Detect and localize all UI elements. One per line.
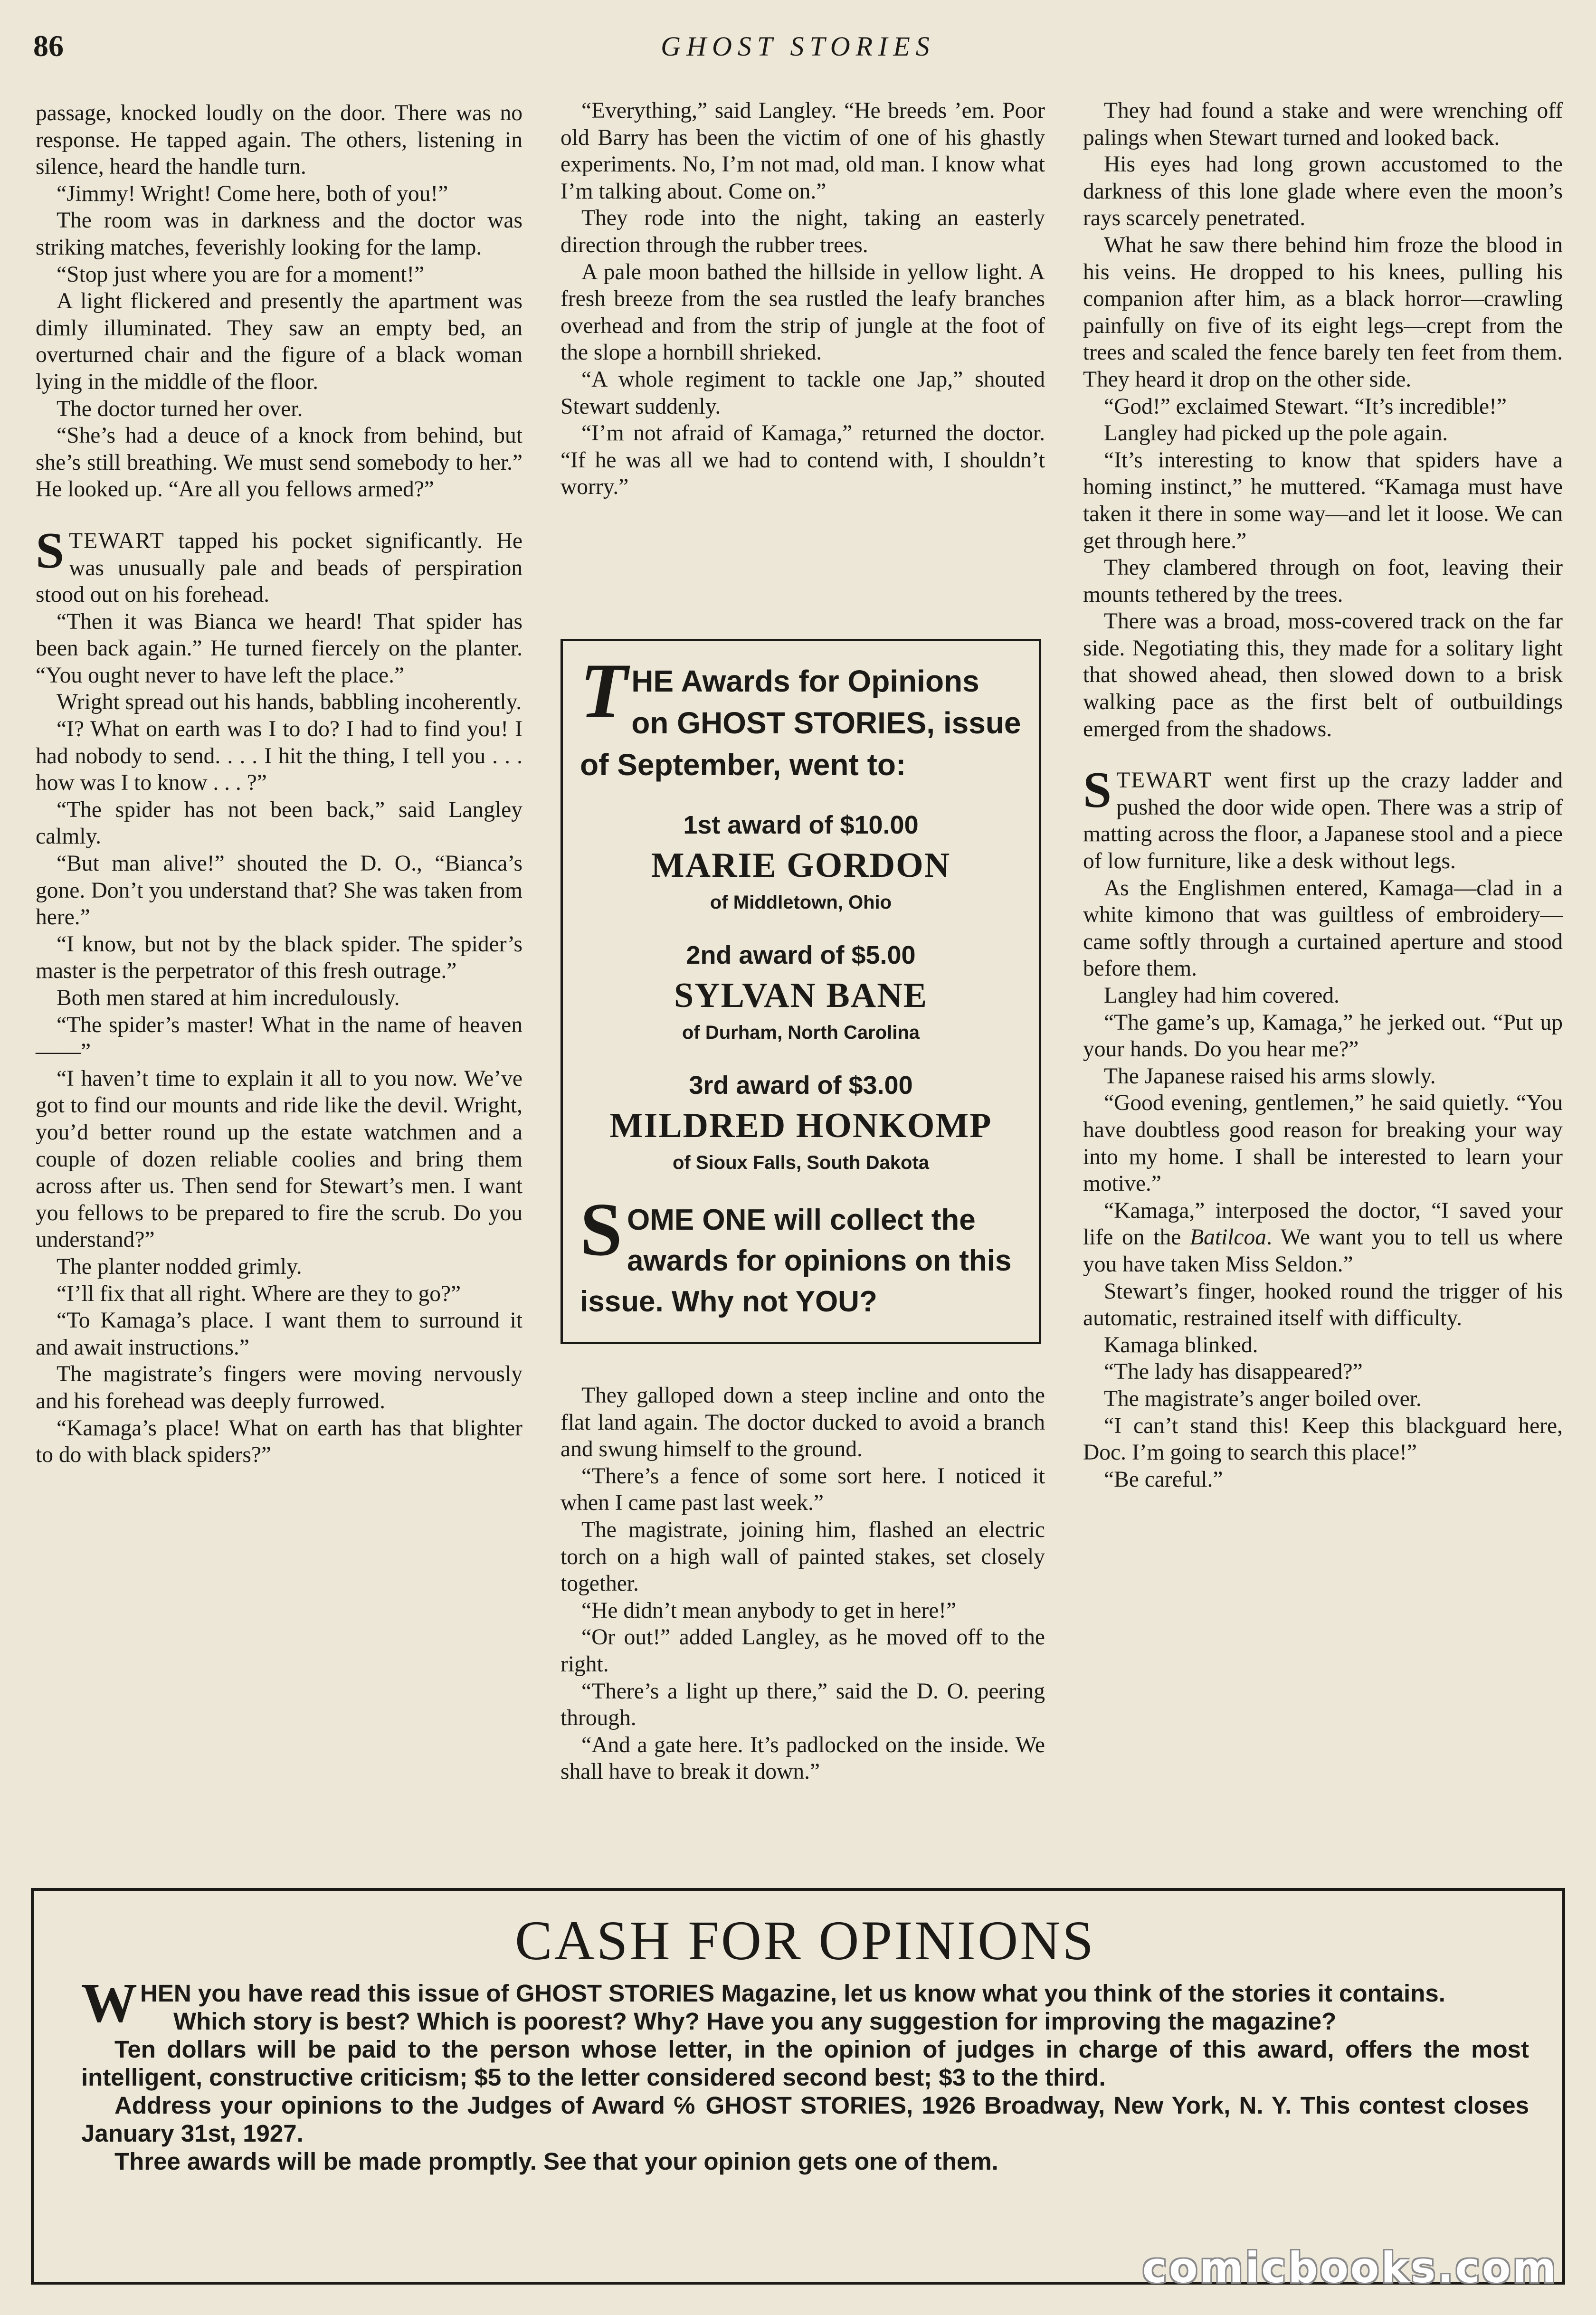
paragraph: “The lady has disappeared?” <box>1104 1359 1363 1385</box>
paragraph: Wright spread out his hands, babbling incoherently. <box>57 690 522 715</box>
paragraph: Kamaga blinked. <box>1104 1332 1258 1357</box>
awards-footer-text: OME ONE will collect the awards for opinions on this issue. Why not YOU? <box>580 1204 1012 1318</box>
paragraph: “And a gate here. It’s padlocked on the inside. We shall have to break it down.” <box>560 1732 1045 1784</box>
paragraph: “I can’t stand this! Keep this blackguard here, Doc. I’m going to search this place!” <box>1083 1413 1563 1465</box>
award-winner-place: of Sioux Falls, South Dakota <box>672 1152 930 1173</box>
award-label: 1st award of $10.00 <box>683 811 919 839</box>
paragraph: His eyes had long grown accustomed to the darkness of this lone glade where even the moon’s rays scarcely penetrated. <box>1083 152 1563 231</box>
paragraph: “A whole regiment to tackle one Jap,” shouted Stewart suddenly. <box>560 367 1045 419</box>
paragraph: “But man alive!” shouted the D. O., “Bianca’s gone. Don’t you understand that? She was taken from here.” <box>36 851 522 930</box>
paragraph: “She’s had a deuce of a knock from behind, but she’s still breathing. We must send somebody to her.” He looked up. “Are all you fellows armed?” <box>36 423 522 502</box>
paragraph: The magistrate’s fingers were moving nervously and his forehead was deeply furrowed. <box>36 1362 522 1414</box>
paragraph: “There’s a light up there,” said the D. O. peering through. <box>560 1679 1045 1731</box>
paragraph: Langley had picked up the pole again. <box>1104 421 1448 446</box>
cash-paragraph-text: HEN you have read this issue of GHOST STORIES Magazine, let us know what you think of the stories it contains. <box>140 1980 1445 2007</box>
paragraph: The Japanese raised his arms slowly. <box>1104 1063 1436 1089</box>
award-entry <box>580 1069 1022 1176</box>
text-column-2-bottom <box>560 1382 1045 1785</box>
paragraph: The planter nodded grimly. <box>57 1254 302 1279</box>
page-number: 86 <box>33 29 64 63</box>
paragraph: “He didn’t mean anybody to get in here!” <box>581 1598 957 1623</box>
ship-name: Batilcoa <box>1190 1225 1267 1250</box>
cash-paragraph: Ten dollars will be paid to the person whose letter, in the opinion of judges in charge of this award, offers the most intelligent, constructive criticism; $5 to the letter considered second best; $3 to the third. <box>81 2036 1529 2091</box>
paragraph: “Everything,” said Langley. “He breeds ’em. Poor old Barry has been the victim of one of his ghastly experiments. No, I’m not mad, old man. I know what I’m talking about. Come on.” <box>560 98 1045 204</box>
paragraph-text: “Kamaga,” interposed the doctor, “I saved your life on the <box>1083 1198 1563 1250</box>
award-entry <box>580 808 1022 916</box>
award-label: 3rd award of $3.00 <box>689 1071 913 1100</box>
paragraph: They had found a stake and were wrenching off palings when Stewart turned and looked back. <box>1083 98 1563 150</box>
paragraph: “There’s a fence of some sort here. I noticed it when I came past last week.” <box>560 1463 1045 1516</box>
paragraph: Both men stared at him incredulously. <box>57 986 400 1010</box>
page-header <box>33 28 1563 66</box>
paragraph: The magistrate, joining him, flashed an electric torch on a high wall of painted stakes, set closely together. <box>560 1517 1045 1596</box>
paragraph: “It’s interesting to know that spiders have a homing instinct,” he muttered. “Kamaga must have taken it there in some way—and let it loose. We can get through here.” <box>1083 447 1563 553</box>
award-winner-name: MARIE GORDON <box>651 846 951 885</box>
paragraph: “Stop just where you are for a moment!” <box>57 262 425 287</box>
paragraph: “Jimmy! Wright! Come here, both of you!” <box>57 181 448 206</box>
cash-paragraph: Address your opinions to the Judges of Award ℅ GHOST STORIES, 1926 Broadway, New York, N. Y. This contest closes January 31st, 1927. <box>81 2092 1529 2147</box>
paragraph: “I? What on earth was I to do? I had to find you! I had nobody to send. . . . I hit the thing, I tell you . . . how was I to know . . . ?” <box>36 717 522 796</box>
award-winner-place: of Durham, North Carolina <box>682 1022 920 1043</box>
section-paragraph <box>36 522 522 608</box>
paragraph: As the Englishmen entered, Kamaga—clad in a white kimono that was guiltless of embroidery—came softly through a curtained aperture and stood before them. <box>1083 875 1563 981</box>
paragraph: A pale moon bathed the hillside in yellow light. A fresh breeze from the sea rustled the leafy branches overhead and from the strip of jungle at the foot of the slope a hornbill shrieked. <box>560 259 1045 365</box>
paragraph-text: tapped his pocket significantly. He was unusually pale and beads of perspiration stood out on his forehead. <box>36 528 522 607</box>
small-caps-word: TEWART <box>1116 768 1212 793</box>
drop-cap: S <box>1083 762 1112 819</box>
cash-for-opinions-box <box>31 1888 1565 2285</box>
awards-announcement-box <box>560 639 1041 1344</box>
cash-for-opinions-title: CASH FOR OPINIONS <box>514 1909 1095 1972</box>
paragraph: “The spider’s master! What in the name of heaven——” <box>36 1012 522 1064</box>
paragraph: What he saw there behind him froze the blood in his veins. He dropped to his knees, pulling his companion after him, as a black horror—crawling painfully on five of its eight legs—crept from the trees and scaled the fence barely ten feet from them. They heard it drop on the other side. <box>1083 232 1563 392</box>
paragraph: “I know, but not by the black spider. The spider’s master is the perpetrator of this fresh outrage.” <box>36 931 522 984</box>
paragraph: They clambered through on foot, leaving their mounts tethered by the trees. <box>1083 555 1563 607</box>
cash-paragraph: Three awards will be made promptly. See that your opinion gets one of them. <box>114 2148 998 2175</box>
award-winner-name: MILDRED HONKOMP <box>609 1106 992 1145</box>
drop-cap: S <box>36 522 65 579</box>
paragraph: “Then it was Bianca we heard! That spider has been back again.” He turned fiercely on the planter. “You ought never to have left the place.” <box>36 609 522 688</box>
running-head: GHOST STORIES <box>661 31 935 62</box>
paragraph: They rode into the night, taking an easterly direction through the rubber trees. <box>560 206 1045 257</box>
watermark-logo: comicbooks.com <box>1142 2243 1558 2292</box>
drop-cap: T <box>580 648 628 734</box>
paragraph: Langley had him covered. <box>1104 983 1340 1008</box>
paragraph: “Be careful.” <box>1104 1467 1223 1492</box>
section-paragraph <box>1083 762 1563 874</box>
paragraph <box>1083 1197 1563 1278</box>
award-winner-place: of Middletown, Ohio <box>710 892 892 913</box>
paragraph: “Or out!” added Langley, as he moved off to the right. <box>560 1625 1045 1677</box>
paragraph: Stewart’s finger, hooked round the trigger of his automatic, restrained itself with difficulty. <box>1083 1279 1563 1331</box>
paragraph: The room was in darkness and the doctor was striking matches, feverishly looking for the lamp. <box>36 208 522 260</box>
cash-paragraph: Which story is best? Which is poorest? Why? Have you any suggestion for improving the magazine? <box>173 2008 1337 2035</box>
paragraph: They galloped down a steep incline and onto the flat land again. The doctor ducked to avoid a branch and swung himself to the ground. <box>560 1383 1045 1462</box>
paragraph: There was a broad, moss-covered track on the far side. Negotiating this, they made for a solitary light that showed ahead, then slowed down to a brisk walking pace as the first belt of outbuildings emerged from the shadows. <box>1083 609 1563 741</box>
paragraph: The magistrate’s anger boiled over. <box>1104 1386 1422 1411</box>
paragraph: “Good evening, gentlemen,” he said quietly. “You have doubtless good reason for breaking your way into my home. I shall be interested to learn your motive.” <box>1083 1091 1563 1196</box>
awards-footer <box>580 1187 1022 1322</box>
paragraph: “To Kamaga’s place. I want them to surround it and await instructions.” <box>36 1308 522 1360</box>
text-column-2-top <box>560 97 1045 501</box>
award-label: 2nd award of $5.00 <box>686 941 916 969</box>
awards-heading-text: HE Awards for Opinions on GHOST STORIES, issue of September, went to: <box>580 664 1021 782</box>
drop-cap: W <box>81 1972 137 2034</box>
small-caps-word: TEWART <box>69 528 165 553</box>
paragraph: The doctor turned her over. <box>57 396 303 421</box>
paragraph: A light flickered and presently the apartment was dimly illuminated. They saw an empty bed, an overturned chair and the figure of a black woman lying in the middle of the floor. <box>36 289 522 394</box>
paragraph: “I’m not afraid of Kamaga,” returned the doctor. “If he was all we had to contend with, I shouldn’t worry.” <box>560 421 1045 500</box>
award-entry <box>580 939 1022 1046</box>
paragraph: “The game’s up, Kamaga,” he jerked out. “Put up your hands. Do you hear me?” <box>1083 1010 1563 1062</box>
paragraph: “Kamaga’s place! What on earth has that blighter to do with black spiders?” <box>36 1415 522 1468</box>
paragraph-text: went first up the crazy ladder and pushed the door wide open. There was a strip of matting across the floor, a Japanese stool and a piece of low furniture, like a desk without legs. <box>1083 768 1563 874</box>
awards-heading <box>580 648 1022 786</box>
text-column-1 <box>36 100 522 1469</box>
paragraph: “I haven’t time to explain it all to you now. We’ve got to find our mounts and ride like the devil. Wright, you’d better round up the estate watchmen and a couple of dozen reliable coolies and bring them across after us. Then send for Stewart’s men. I want you fellows to be prepared to fire the scrub. Do you understand?” <box>36 1066 522 1252</box>
text-column-3 <box>1083 97 1563 1493</box>
paragraph: “I’ll fix that all right. Where are they to go?” <box>57 1281 461 1306</box>
paragraph-text: . We want you to tell us where you have taken Miss Seldon.” <box>1083 1225 1563 1277</box>
paragraph: “The spider has not been back,” said Langley calmly. <box>36 797 522 849</box>
award-winner-name: SYLVAN BANE <box>674 976 928 1015</box>
drop-cap: S <box>580 1187 622 1271</box>
paragraph: “God!” exclaimed Stewart. “It’s incredible!” <box>1104 394 1507 419</box>
paragraph: passage, knocked loudly on the door. There was no response. He tapped again. The others, listening in silence, heard the handle turn. <box>36 101 522 180</box>
